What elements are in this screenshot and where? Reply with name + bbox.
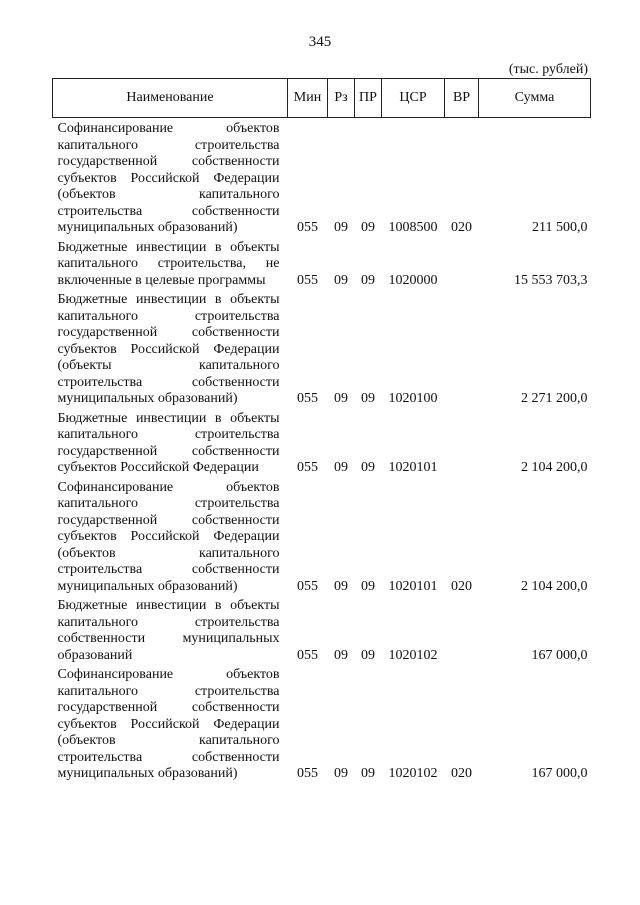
header-pr: ПР	[355, 79, 382, 118]
row-sum: 2 104 200,0	[521, 460, 588, 475]
header-name: Наименование	[53, 79, 288, 118]
table-body	[53, 118, 591, 783]
row-csr: 1020000	[388, 272, 438, 288]
table-row	[53, 289, 591, 408]
row-vr	[445, 289, 479, 408]
row-rz: 09	[334, 578, 348, 594]
row-sum: 211 500,0	[532, 220, 588, 235]
row-name: Бюджетные инвестиции в объекты капитального строительства собственности муниципальных образований	[57, 598, 280, 663]
row-csr: 1020100	[388, 391, 438, 406]
row-csr: 1008500	[388, 220, 438, 235]
row-name: Софинансирование объектов капитального строительства государственной собственности субъектов Российской Федерации (объектов капитального строительства собственности муниципальных образований)	[57, 121, 280, 235]
row-sum: 2 104 200,0	[521, 578, 588, 594]
row-min: 055	[297, 578, 318, 594]
budget-table	[52, 78, 591, 783]
row-vr	[445, 595, 479, 664]
row-vr	[445, 237, 479, 290]
row-min: 055	[297, 391, 318, 406]
row-vr	[445, 408, 479, 477]
table-row	[53, 237, 591, 290]
row-rz: 09	[334, 766, 348, 781]
row-csr: 1020102	[388, 766, 438, 781]
header-csr: ЦСР	[382, 79, 445, 118]
table-row	[53, 408, 591, 477]
header-vr: ВР	[445, 79, 479, 118]
table-row	[53, 118, 591, 237]
row-name: Бюджетные инвестиции в объекты капитального строительства государственной собственности субъектов Российской Федерации	[57, 410, 280, 475]
table-row	[53, 477, 591, 596]
row-pr: 09	[361, 578, 375, 594]
row-min: 055	[297, 647, 318, 663]
units-label: (тыс. рублей)	[508, 62, 588, 77]
row-name: Софинансирование объектов капитального строительства государственной собственности субъектов Российской Федерации (объектов капитального строительства собственности муниципальных образований)	[57, 667, 280, 781]
row-pr: 09	[361, 272, 375, 288]
header-row	[53, 79, 591, 118]
row-pr: 09	[361, 647, 375, 663]
row-vr: 020	[451, 578, 472, 594]
row-pr: 09	[361, 766, 375, 781]
table-row	[53, 664, 591, 783]
row-vr: 020	[451, 766, 472, 781]
header-sum: Сумма	[479, 79, 591, 118]
row-csr: 1020101	[388, 578, 438, 594]
row-name: Бюджетные инвестиции в объекты капитального строительства государственной собственности субъектов Российской Федерации (объекты капитального строительства собственности муниципальных образований)	[57, 292, 280, 406]
row-pr: 09	[361, 220, 375, 235]
row-min: 055	[297, 220, 318, 235]
row-sum: 2 271 200,0	[521, 391, 588, 406]
row-name: Софинансирование объектов капитального строительства государственной собственности субъектов Российской Федерации (объектов капитального строительства собственности муниципальных образований)	[57, 479, 280, 594]
row-sum: 15 553 703,3	[514, 272, 588, 288]
table-header	[53, 79, 591, 118]
row-rz: 09	[334, 460, 348, 475]
row-name: Бюджетные инвестиции в объекты капитального строительства, не включенные в целевые программы	[57, 239, 280, 288]
row-csr: 1020102	[388, 647, 438, 663]
table-row	[53, 595, 591, 664]
row-min: 055	[297, 460, 318, 475]
row-rz: 09	[334, 647, 348, 663]
header-min: Мин	[288, 79, 328, 118]
row-min: 055	[297, 766, 318, 781]
row-pr: 09	[361, 460, 375, 475]
page-number: 345	[308, 34, 332, 50]
row-rz: 09	[334, 220, 348, 235]
header-rz: Рз	[328, 79, 355, 118]
row-pr: 09	[361, 391, 375, 406]
row-vr: 020	[451, 220, 472, 235]
row-rz: 09	[334, 391, 348, 406]
row-csr: 1020101	[388, 460, 438, 475]
row-sum: 167 000,0	[531, 647, 588, 663]
row-rz: 09	[334, 272, 348, 288]
row-min: 055	[297, 272, 318, 288]
row-sum: 167 000,0	[531, 766, 588, 781]
